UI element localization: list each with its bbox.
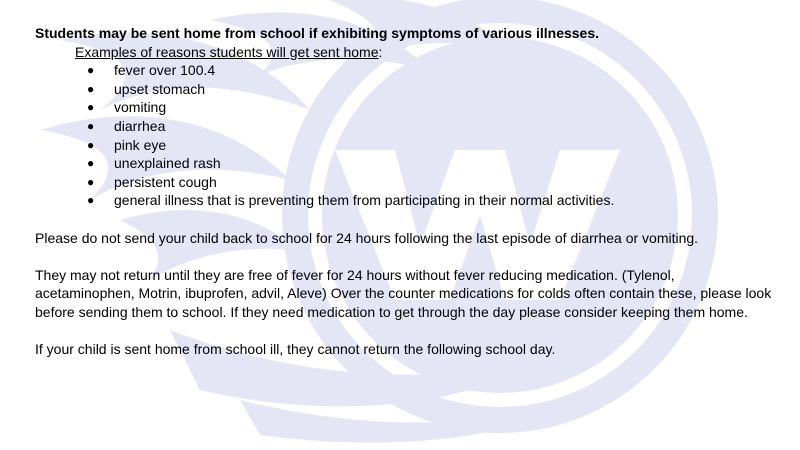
list-item — [35, 98, 775, 117]
list-item-text: general illness that is preventing them from participating in their normal activities. — [114, 192, 615, 209]
list-item-text: pink eye — [114, 136, 167, 153]
paragraph-return-after-illness: Please do not send your child back to school for 24 hours following the last episode of diarrhea or vomiting. — [35, 229, 699, 246]
page-heading: Students may be sent home from school if exhibiting symptoms of various illnesses. — [35, 25, 600, 41]
bullet-icon: ● — [87, 137, 95, 152]
list-item — [35, 173, 775, 192]
bullet-icon: ● — [87, 63, 95, 78]
bullet-icon: ● — [87, 174, 95, 189]
bullet-icon: ● — [87, 100, 95, 115]
paragraph-fever-medication: They may not return until they are free of fever for 24 hours without fever reducing medication. (Tylenol, acetaminophen, Motrin, ibuprofen, advil, Aleve) Over the counter medications for colds often contain these, please look before sending them to school. If they need medication to get through the day please consider keeping them home. — [35, 266, 772, 320]
list-item-text: diarrhea — [114, 117, 166, 134]
list-item — [35, 117, 775, 136]
list-item-text: unexplained rash — [114, 155, 221, 172]
examples-label — [75, 43, 775, 62]
list-item-text: upset stomach — [114, 80, 206, 97]
reasons-list — [35, 61, 775, 210]
list-item-text: fever over 100.4 — [114, 62, 216, 79]
bullet-icon: ● — [87, 118, 95, 133]
bullet-icon: ● — [87, 156, 95, 171]
bullet-icon: ● — [87, 193, 95, 208]
bullet-icon: ● — [87, 81, 95, 96]
list-item — [35, 154, 775, 173]
document-body — [35, 24, 775, 359]
examples-label-colon: : — [378, 43, 383, 60]
list-item — [35, 80, 775, 99]
list-item — [35, 191, 775, 210]
list-item-text: vomiting — [114, 99, 167, 116]
list-item — [35, 61, 775, 80]
list-item-text: persistent cough — [114, 173, 217, 190]
list-item — [35, 136, 775, 155]
examples-label-text: Examples of reasons students will get sent home — [75, 43, 379, 60]
paragraph-next-day-rule: If your child is sent home from school ill, they cannot return the following school day. — [35, 341, 556, 358]
